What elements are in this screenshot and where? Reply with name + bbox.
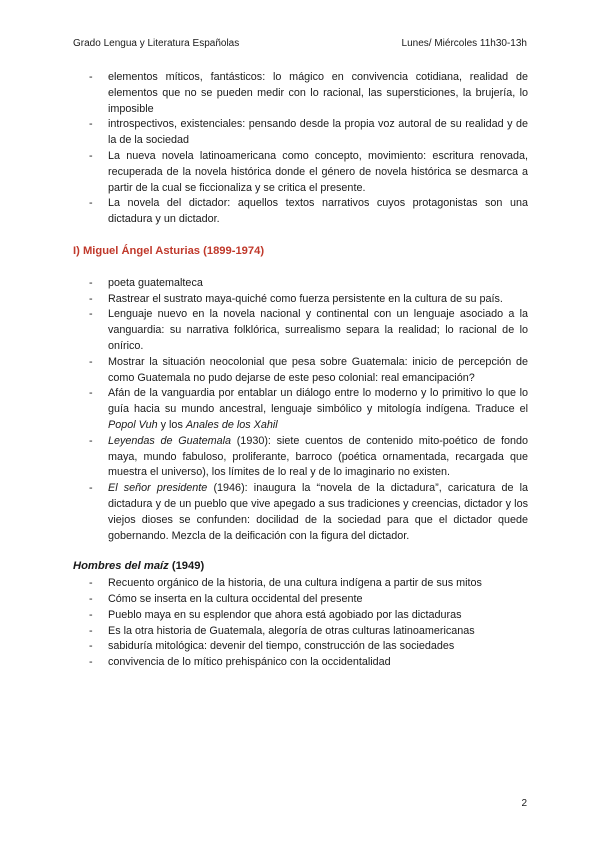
list-item: - sabiduría mitológica: devenir del tiempo, construcción de las sociedades xyxy=(73,639,528,655)
item-text: (1946): inaugura la “novela de la dictadura”, caricatura de la dictadura y de un pueblo que vive apegado a sus tradiciones y creencias, dictador y los viejos dioses se confunden: docilidad de la sociedad para que el dictador quede gobernando. Mezcla de la deificación con la figura del dictador. xyxy=(108,482,528,542)
list-item xyxy=(73,434,528,481)
page-number: 2 xyxy=(521,798,527,809)
list-item: - introspectivos, existenciales: pensando desde la propia voz autoral de su realidad y de la de la sociedad xyxy=(73,117,528,149)
list-item: - Recuento orgánico de la historia, de una cultura indígena a partir de sus mitos xyxy=(73,576,528,592)
title-senor-presidente: El señor presidente xyxy=(108,482,208,495)
asturias-list xyxy=(73,276,528,545)
list-item: - Es la otra historia de Guatemala, alegoría de otras culturas latinoamericanas xyxy=(73,624,528,640)
heading-title: Hombres del maíz xyxy=(73,560,169,573)
title-anales-xahil: Anales de los Xahil xyxy=(185,418,278,431)
title-leyendas: Leyendas de Guatemala xyxy=(108,434,232,447)
header-schedule: Lunes/ Miércoles 11h30-13h xyxy=(401,38,527,49)
list-item: - poeta guatemalteca xyxy=(73,276,528,292)
item-text: y los xyxy=(157,418,186,431)
list-item: - Cómo se inserta en la cultura occidental del presente xyxy=(73,592,528,608)
section-heading-asturias: I) Miguel Ángel Asturias (1899-1974) xyxy=(73,244,265,257)
list-item: - Pueblo maya en su esplendor que ahora está agobiado por las dictaduras xyxy=(73,608,528,624)
section-heading-hombres-maiz xyxy=(73,559,528,575)
item-text: (1930): siete cuentos de contenido mito-poético de fondo maya, mundo fabuloso, proliferante, barroco (poética ornamentada, recargada que muestra el universo), los límites de lo real y de lo imaginario no existen. xyxy=(108,434,529,479)
list-item xyxy=(73,386,528,433)
hombres-maiz-list xyxy=(73,576,528,671)
title-popol-vuh: Popol Vuh xyxy=(108,418,158,431)
list-item: - La nueva novela latinoamericana como concepto, movimiento: escritura renovada, recuperada de la novela histórica donde el género de novela histórica se desmarca a partir de la cual se ficcionaliza y se critica el presente. xyxy=(73,149,528,196)
header-course-title: Grado Lengua y Literatura Españolas xyxy=(73,38,240,49)
page-header xyxy=(73,38,527,49)
list-item: - convivencia de lo mítico prehispánico con la occidentalidad xyxy=(73,655,528,671)
list-item xyxy=(73,481,528,544)
list-item: - La novela del dictador: aquellos textos narrativos cuyos protagonistas son una dictadura y un dictador. xyxy=(73,196,528,228)
page-content xyxy=(73,70,528,671)
list-item: - Mostrar la situación neocolonial que pesa sobre Guatemala: inicio de percepción de como Guatemala no pudo dejarse de este peso colonial: real emancipación? xyxy=(73,355,528,387)
list-item: - Lenguaje nuevo en la novela nacional y continental con un lenguaje asociado a la vanguardia: su narrativa folklórica, surrealismo separa la realidad; lo racional de lo onírico. xyxy=(73,307,528,354)
list-item: - Rastrear el sustrato maya-quiché como fuerza persistente en la cultura de su país. xyxy=(73,292,528,308)
item-text: Afán de la vanguardia por entablar un diálogo entre lo moderno y lo primitivo lo que lo guía hacia su mundo ancestral, lenguaje simbólico y mitología indígena. Traduce el xyxy=(108,387,528,416)
intro-list xyxy=(73,70,528,228)
list-item: - elementos míticos, fantásticos: lo mágico en convivencia cotidiana, realidad de elementos que no se pueden medir con lo racional, las supersticiones, la brujería, lo imposible xyxy=(73,70,528,117)
heading-year: (1949) xyxy=(168,560,205,573)
